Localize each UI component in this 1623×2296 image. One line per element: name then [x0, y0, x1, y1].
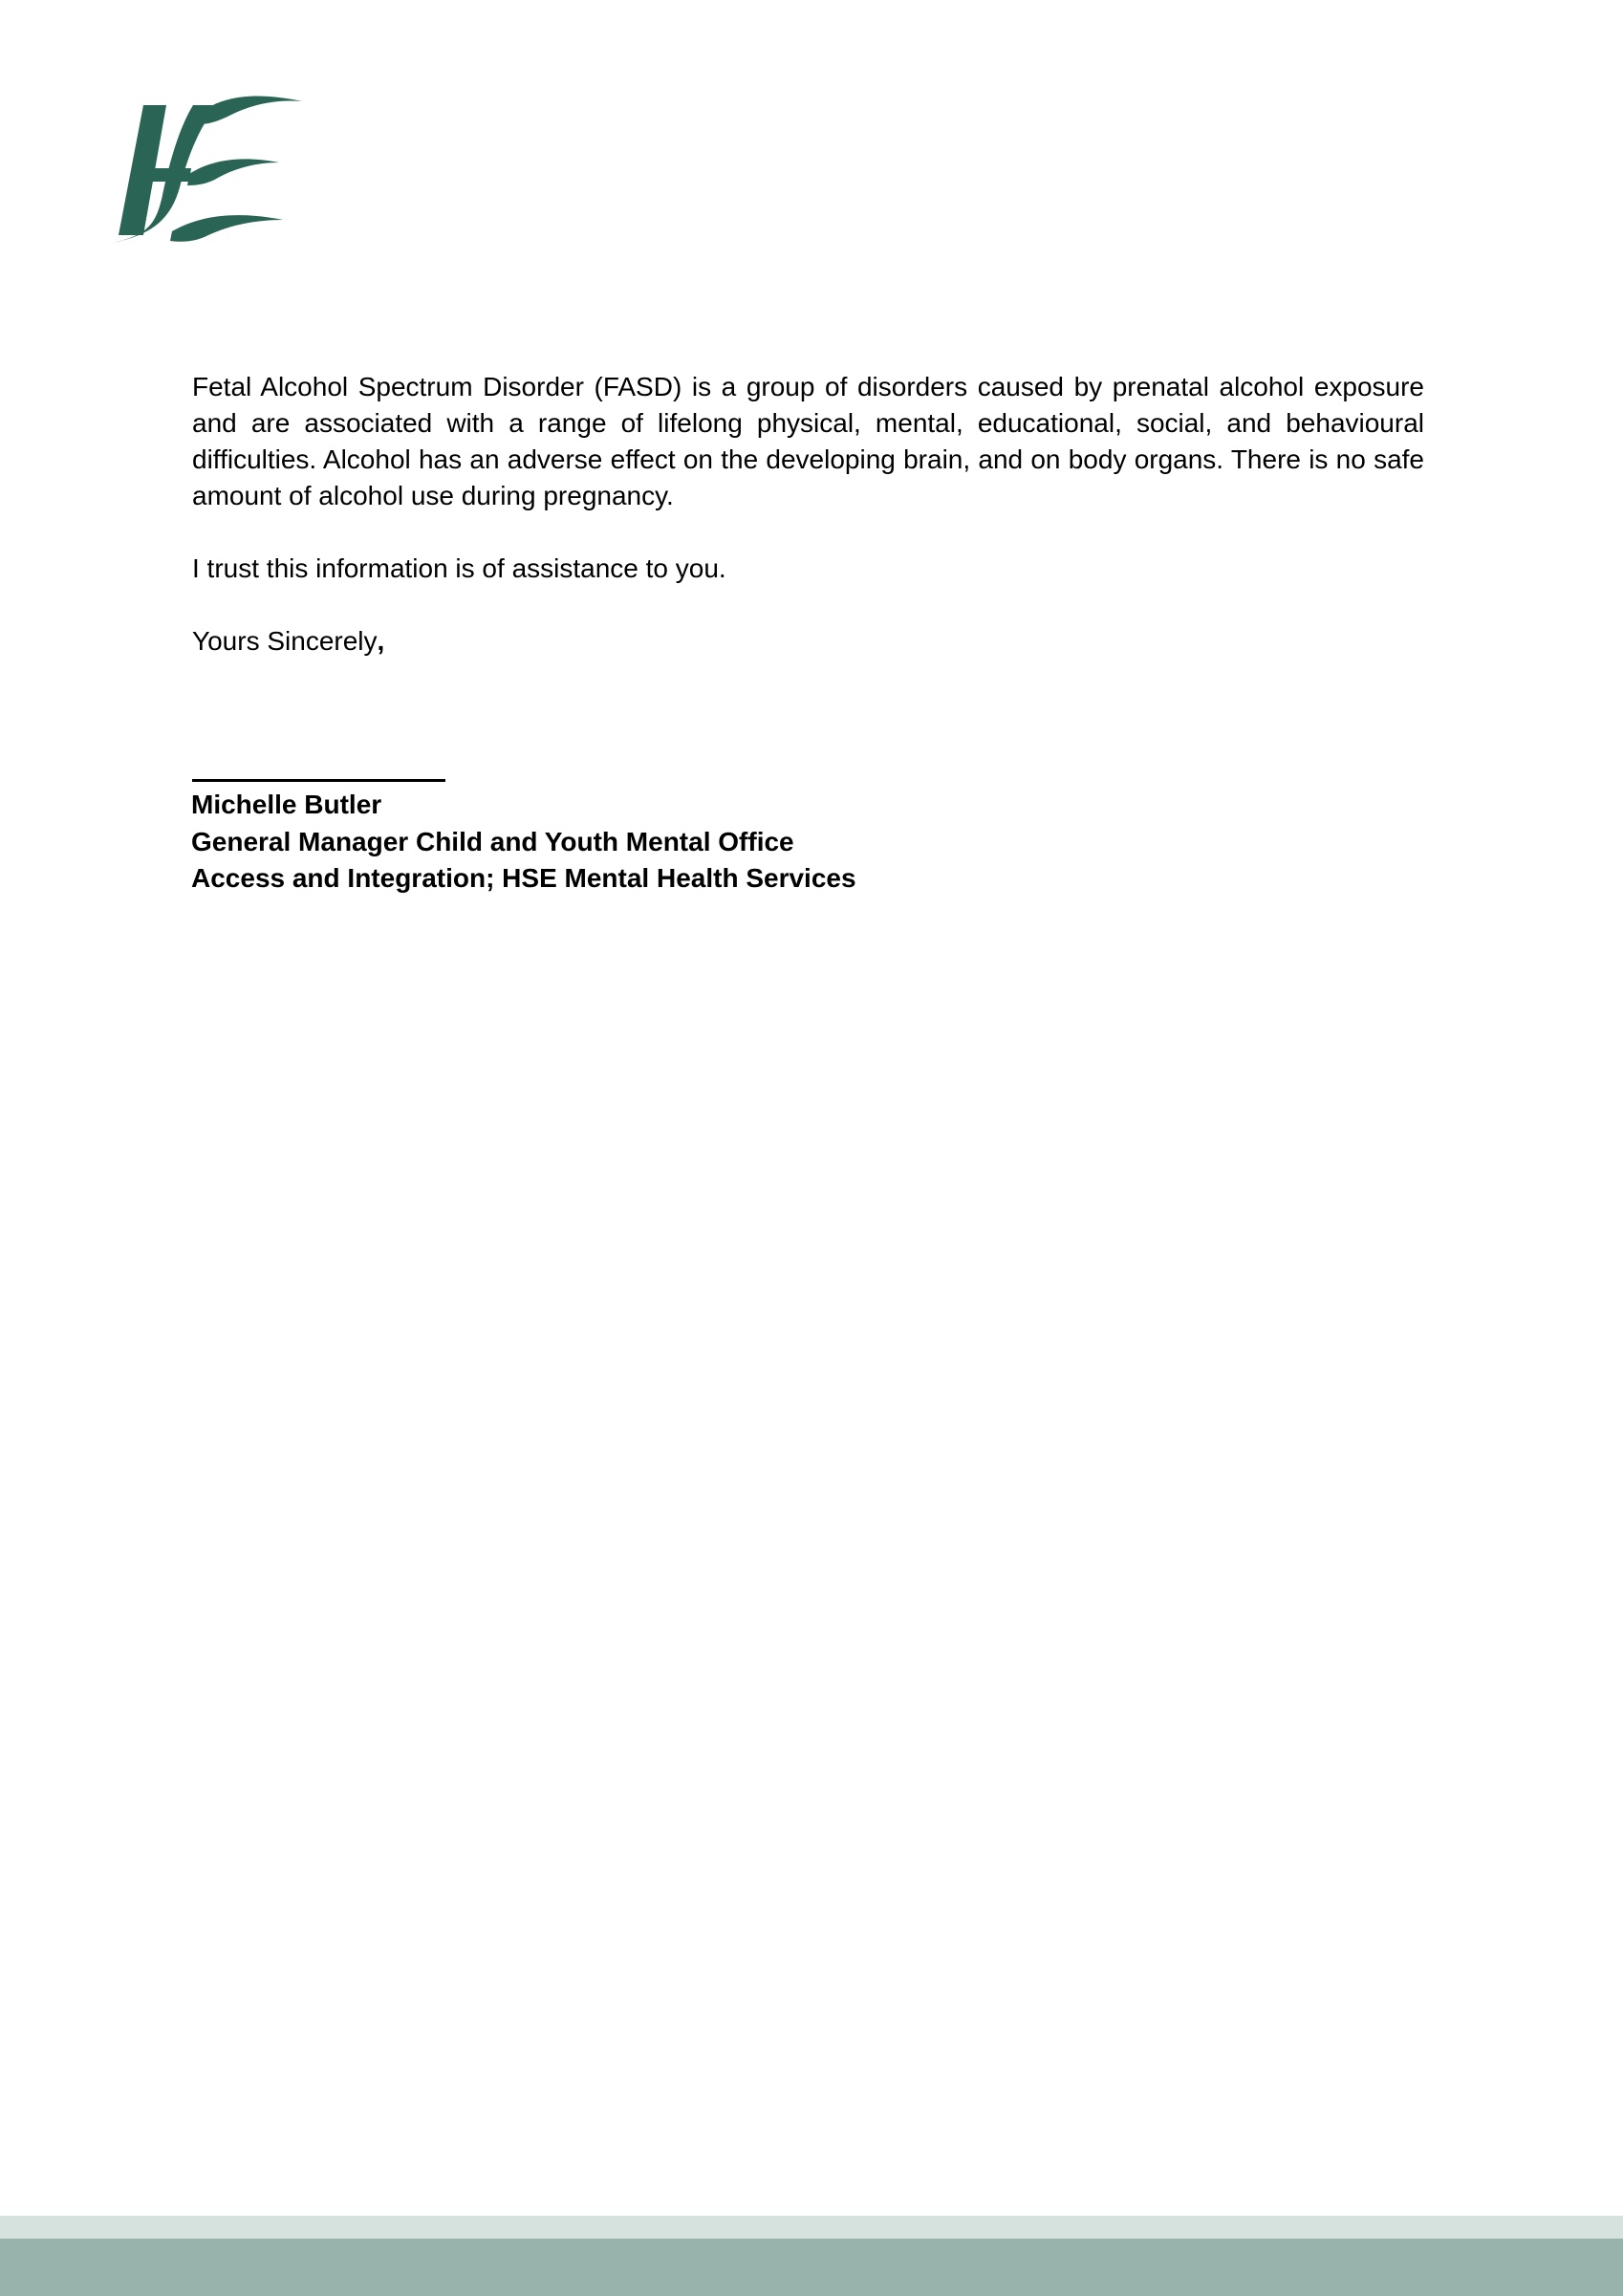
closing-comma: ,: [377, 626, 385, 656]
letter-body: [192, 369, 1424, 660]
paragraph-spacer: [192, 514, 1424, 551]
hse-logo: [111, 92, 302, 243]
signature-line: [192, 779, 445, 782]
hse-logo-icon: [111, 92, 302, 243]
signature-block: [191, 787, 856, 898]
closing-line: [192, 623, 1424, 660]
signatory-name: Michelle Butler: [191, 790, 382, 819]
body-paragraph-fasd: Fetal Alcohol Spectrum Disorder (FASD) is a group of disorders caused by prenatal alcohol exposure and are associated with a range of lifelong physical, mental, educational, social, and behavioural difficulties. Alcohol has an adverse effect on the developing brain, and on body organs. There is no safe amount of alcohol use during pregnancy.: [192, 372, 1424, 510]
footer-band-light: [0, 2216, 1623, 2239]
body-paragraph-trust: I trust this information is of assistance to you.: [192, 553, 726, 583]
paragraph-spacer: [192, 587, 1424, 623]
signatory-title: General Manager Child and Youth Mental Office: [191, 826, 794, 856]
closing-text: Yours Sincerely: [192, 626, 378, 656]
footer-band-dark: [0, 2239, 1623, 2296]
signatory-department: Access and Integration; HSE Mental Health Services: [191, 863, 856, 893]
